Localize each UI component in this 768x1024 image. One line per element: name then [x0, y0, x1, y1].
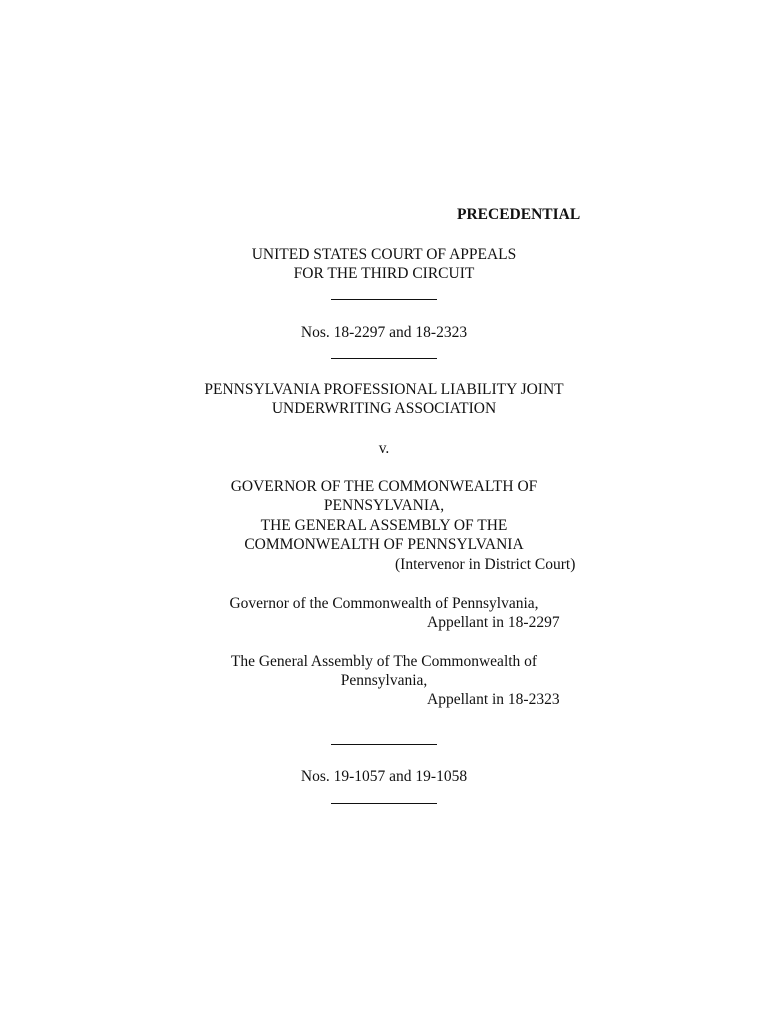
- intervenor-note: (Intervenor in District Court): [395, 556, 576, 573]
- separator-rule: [331, 299, 437, 300]
- plaintiff-line-1: PENNSYLVANIA PROFESSIONAL LIABILITY JOINT: [204, 381, 564, 398]
- case-numbers: Nos. 18-2297 and 18-2323: [300, 324, 468, 341]
- case-numbers-second: Nos. 19-1057 and 19-1058: [300, 768, 468, 785]
- defendant-line-3: THE GENERAL ASSEMBLY OF THE: [260, 517, 508, 534]
- appellant-2-name-line-1: The General Assembly of The Commonwealth of: [230, 653, 538, 670]
- defendant-line-2: PENNSYLVANIA,: [323, 497, 445, 514]
- separator-rule: [331, 358, 437, 359]
- defendant-line-1: GOVERNOR OF THE COMMONWEALTH OF: [230, 478, 538, 495]
- appellant-1-role: Appellant in 18-2297: [427, 614, 560, 631]
- court-name-line-1: UNITED STATES COURT OF APPEALS: [251, 246, 517, 263]
- appellant-2-role: Appellant in 18-2323: [427, 691, 560, 708]
- appellant-2-name-line-2: Pennsylvania,: [340, 672, 428, 689]
- precedential-label: PRECEDENTIAL: [457, 206, 581, 223]
- appellant-1-name: Governor of the Commonwealth of Pennsylvania,: [229, 595, 539, 612]
- plaintiff-line-2: UNDERWRITING ASSOCIATION: [271, 400, 497, 417]
- defendant-line-4: COMMONWEALTH OF PENNSYLVANIA: [244, 536, 524, 553]
- versus: v.: [378, 440, 390, 457]
- court-name-line-2: FOR THE THIRD CIRCUIT: [293, 265, 475, 282]
- separator-rule: [331, 803, 437, 804]
- separator-rule: [331, 744, 437, 745]
